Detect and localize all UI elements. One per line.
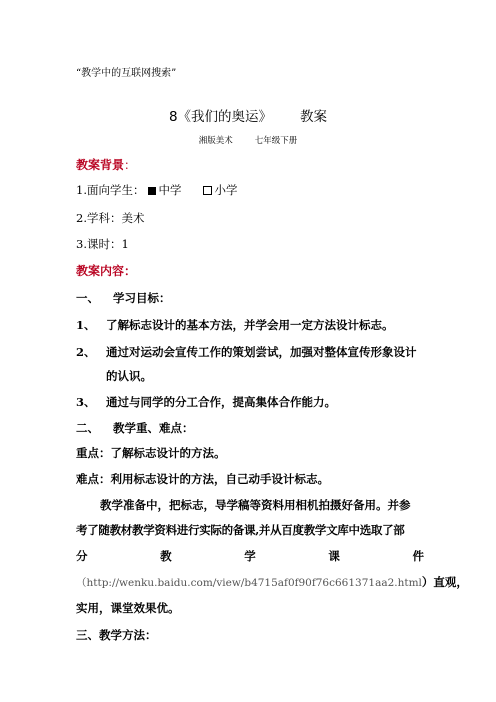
audience-line	[76, 182, 237, 198]
content-heading: 教案内容：	[76, 264, 137, 278]
section-3-heading: 三、教学方法：	[76, 628, 157, 642]
audience-label: 1.面向学生：	[76, 183, 145, 197]
section-1-heading: 一、 学习目标：	[76, 291, 171, 305]
prep-line-4: （http://wenku.baidu.com/view/b4715af0f90f76c661371aa2.html）直观，	[76, 575, 468, 589]
background-heading: 教案背景：	[76, 158, 137, 172]
prep-line-3: 分 教 学 课 件	[76, 549, 424, 563]
wenku-url-link[interactable]: http://wenku.baidu.com/view/b4715af0f90f76c661371aa2.html	[86, 577, 422, 589]
section-2-heading: 二、 教学重、难点：	[76, 421, 194, 435]
title-kind: 教案	[300, 109, 328, 125]
prep-line-5: 实用，课堂效果优。	[76, 601, 180, 615]
document-subtitle	[0, 134, 496, 146]
prep-line-1: 教学准备中，把标志，导学稿等资料用相机拍摄好备用。并参	[100, 498, 411, 512]
prep-line-2: 考了随教材教学资料进行实际的备课,并从百度教学文库中选取了部	[76, 523, 405, 537]
objective-1: 1、 了解标志设计的基本方法，并学会用一定方法设计标志。	[76, 318, 394, 332]
title-name: 《我们的奥运》	[177, 109, 273, 125]
header-note: “教学中的互联网搜索”	[76, 68, 177, 79]
subtitle-grade: 七年级下册	[254, 136, 298, 146]
option-middle-school: 中学	[158, 183, 182, 197]
checked-box-icon	[148, 187, 156, 195]
objective-3: 3、 通过与同学的分工合作，提高集体合作能力。	[76, 395, 336, 409]
objective-2-continued: 的认识。	[106, 369, 152, 383]
key-point: 重点：了解标志设计的方法。	[76, 446, 226, 460]
title-number: 8	[168, 109, 178, 125]
document-title	[0, 105, 496, 125]
periods-line: 3.课时：1	[76, 237, 129, 251]
objective-2: 2、 通过对运动会宣传工作的策划尝试，加强对整体宣传形象设计	[76, 345, 417, 359]
difficulty-point: 难点：利用标志设计的方法，自己动手设计标志。	[76, 472, 329, 486]
option-primary-school: 小学	[214, 183, 238, 197]
subject-line: 2.学科：美术	[76, 211, 145, 225]
unchecked-box-icon	[203, 186, 212, 195]
subtitle-publisher: 湘版美术	[198, 136, 233, 146]
